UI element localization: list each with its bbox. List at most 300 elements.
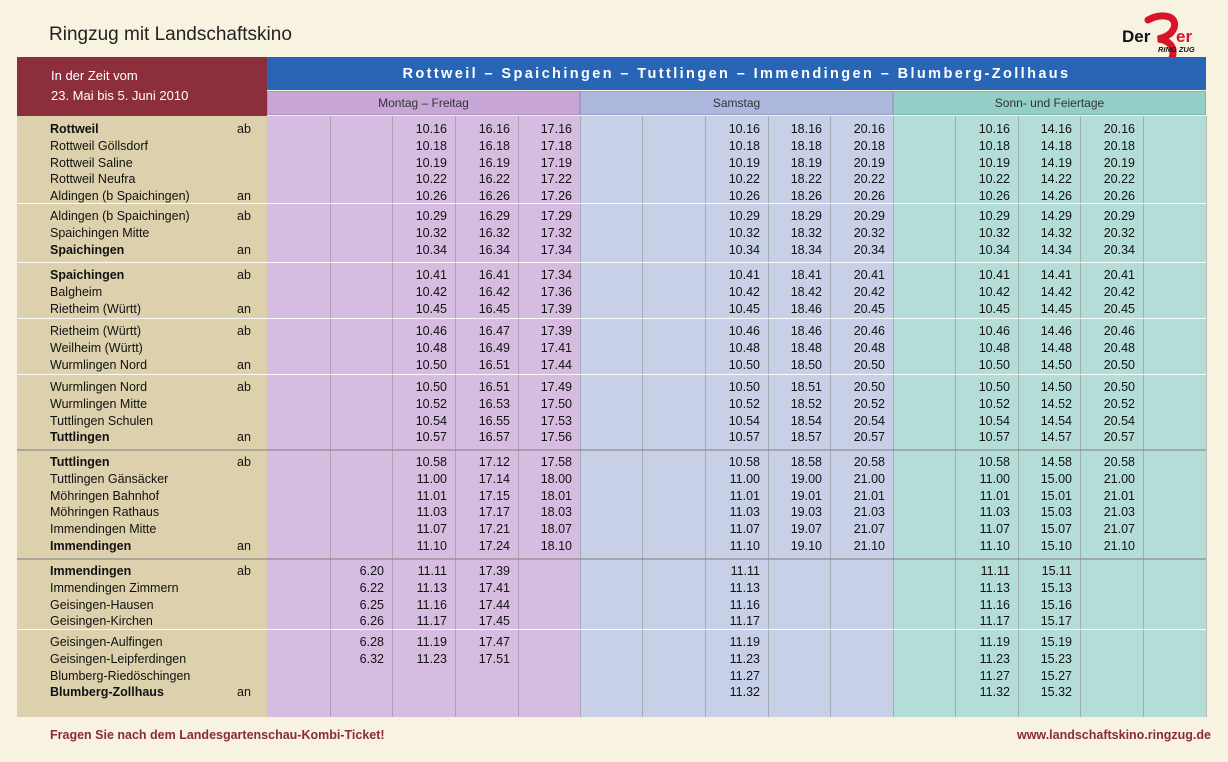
departure-time: 21.03	[1103, 505, 1135, 520]
departure-time: 17.34	[540, 268, 572, 282]
departure-time: 11.17	[416, 614, 447, 629]
departure-time: 18.00	[540, 471, 572, 486]
departure-time: 14.22	[1040, 172, 1072, 187]
departure-time: 20.54	[1103, 413, 1135, 428]
period-box	[17, 57, 267, 117]
departure-time: 17.14	[478, 471, 510, 486]
departure-time: 20.50	[1103, 380, 1135, 394]
departure-time: 10.41	[728, 268, 760, 282]
departure-time: 11.01	[979, 488, 1010, 503]
arrival-departure-mark: an	[237, 539, 251, 553]
departure-time: 16.47	[478, 324, 510, 338]
departure-time: 11.07	[416, 522, 447, 537]
departure-time: 16.55	[478, 413, 510, 428]
departure-time: 18.22	[790, 172, 822, 187]
day-group-header: Montag – Freitag	[267, 91, 580, 115]
departure-time: 10.58	[728, 455, 760, 469]
departure-time: 20.22	[853, 172, 885, 187]
departure-time: 18.50	[790, 357, 822, 372]
departure-time: 11.23	[416, 651, 447, 666]
departure-time: 10.50	[415, 380, 447, 394]
departure-time: 10.19	[978, 155, 1010, 170]
departure-time: 11.11	[730, 564, 760, 578]
departure-time: 16.41	[478, 268, 510, 282]
arrival-departure-mark: an	[237, 685, 251, 700]
departure-time: 11.01	[729, 488, 760, 503]
departure-time: 6.32	[359, 651, 384, 666]
departure-time: 21.01	[853, 488, 885, 503]
departure-time: 11.19	[416, 635, 447, 649]
departure-time: 17.22	[540, 172, 572, 187]
departure-time: 10.18	[415, 138, 447, 153]
station-name: Immendingen Zimmern	[50, 580, 179, 595]
departure-time: 20.18	[853, 138, 885, 153]
departure-time: 14.32	[1040, 225, 1072, 240]
departure-time: 11.00	[416, 471, 447, 486]
departure-time: 10.52	[415, 396, 447, 411]
departure-time: 20.41	[1103, 268, 1135, 282]
departure-time: 10.26	[978, 189, 1010, 204]
departure-time: 11.13	[729, 580, 760, 595]
departure-time: 15.23	[1040, 651, 1072, 666]
departure-time: 18.26	[790, 189, 822, 204]
departure-time: 18.58	[790, 455, 822, 469]
departure-time: 16.19	[478, 155, 510, 170]
departure-time: 10.41	[415, 268, 447, 282]
departure-time: 20.16	[853, 122, 885, 136]
column-divider	[1143, 116, 1144, 717]
row-separator	[17, 262, 1206, 263]
departure-time: 16.16	[478, 122, 510, 136]
departure-time: 11.13	[416, 580, 447, 595]
column-divider	[1206, 116, 1207, 717]
departure-time: 14.48	[1040, 340, 1072, 355]
departure-time: 20.57	[1103, 430, 1135, 445]
departure-time: 20.45	[1103, 301, 1135, 316]
departure-time: 10.32	[728, 225, 760, 240]
departure-time: 11.27	[729, 668, 760, 683]
departure-time: 17.41	[478, 580, 510, 595]
departure-time: 10.34	[978, 242, 1010, 257]
departure-time: 10.54	[978, 413, 1010, 428]
column-divider	[893, 116, 894, 717]
departure-time: 10.19	[415, 155, 447, 170]
departure-time: 21.03	[853, 505, 885, 520]
departure-time: 15.03	[1040, 505, 1072, 520]
departure-time: 20.32	[1103, 225, 1135, 240]
departure-time: 17.56	[540, 430, 572, 445]
departure-time: 6.22	[359, 580, 384, 595]
departure-time: 20.19	[853, 155, 885, 170]
departure-time: 10.45	[728, 301, 760, 316]
station-name: Immendingen	[50, 539, 132, 553]
departure-time: 10.50	[978, 380, 1010, 394]
departure-time: 18.52	[790, 396, 822, 411]
departure-time: 16.22	[478, 172, 510, 187]
station-name: Immendingen	[50, 564, 132, 578]
departure-time: 20.58	[1103, 455, 1135, 469]
departure-time: 20.16	[1103, 122, 1135, 136]
arrival-departure-mark: ab	[237, 380, 251, 394]
departure-time: 19.00	[790, 471, 822, 486]
departure-time: 20.52	[1103, 396, 1135, 411]
station-name: Möhringen Rathaus	[50, 505, 160, 520]
arrival-departure-mark: an	[237, 301, 251, 316]
station-name: Immendingen Mitte	[50, 522, 157, 537]
station-name: Wurmlingen Nord	[50, 357, 148, 372]
row-separator	[17, 558, 1206, 560]
departure-time: 11.23	[729, 651, 760, 666]
footer-url: www.landschaftskino.ringzug.de	[1016, 728, 1211, 742]
departure-time: 21.01	[1103, 488, 1135, 503]
departure-time: 20.41	[853, 268, 885, 282]
departure-time: 18.42	[790, 284, 822, 299]
station-name: Tuttlingen	[50, 455, 110, 469]
departure-time: 18.19	[790, 155, 822, 170]
departure-time: 11.11	[417, 564, 447, 578]
departure-time: 18.18	[790, 138, 822, 153]
logo-text-er: er	[1176, 27, 1193, 46]
station-name: Geisingen-Hausen	[50, 597, 154, 612]
departure-time: 17.39	[478, 564, 510, 578]
departure-time: 17.45	[478, 614, 510, 629]
departure-time: 20.42	[853, 284, 885, 299]
arrival-departure-mark: an	[237, 242, 251, 257]
departure-time: 17.39	[540, 301, 572, 316]
station-name: Blumberg-Zollhaus	[50, 685, 164, 700]
departure-time: 14.26	[1040, 189, 1072, 204]
departure-time: 14.54	[1040, 413, 1072, 428]
departure-time: 17.29	[540, 209, 572, 223]
departure-time: 11.32	[979, 685, 1010, 700]
departure-time: 17.44	[540, 357, 572, 372]
departure-time: 17.32	[540, 225, 572, 240]
station-name: Balgheim	[50, 284, 103, 299]
departure-time: 15.19	[1040, 635, 1072, 649]
departure-time: 10.18	[978, 138, 1010, 153]
departure-time: 16.51	[478, 357, 510, 372]
departure-time: 11.16	[416, 597, 447, 612]
departure-time: 10.52	[728, 396, 760, 411]
departure-time: 10.32	[978, 225, 1010, 240]
departure-time: 18.34	[790, 242, 822, 257]
departure-time: 11.07	[729, 522, 760, 537]
departure-time: 18.10	[540, 539, 572, 553]
period-line-1: In der Zeit vom	[51, 68, 138, 83]
departure-time: 14.57	[1040, 430, 1072, 445]
departure-time: 10.45	[978, 301, 1010, 316]
departure-time: 20.54	[853, 413, 885, 428]
departure-time: 20.26	[1103, 189, 1135, 204]
departure-time: 10.26	[415, 189, 447, 204]
departure-time: 11.01	[416, 488, 447, 503]
departure-time: 20.34	[853, 242, 885, 257]
departure-time: 10.50	[728, 380, 760, 394]
departure-time: 16.42	[478, 284, 510, 299]
departure-time: 20.50	[1103, 357, 1135, 372]
arrival-departure-mark: an	[237, 357, 251, 372]
departure-time: 17.39	[540, 324, 572, 338]
departure-time: 21.10	[1103, 539, 1135, 553]
departure-time: 16.53	[478, 396, 510, 411]
arrival-departure-mark: an	[237, 430, 251, 445]
departure-time: 18.51	[790, 380, 822, 394]
arrival-departure-mark: ab	[237, 268, 251, 282]
departure-time: 15.17	[1040, 614, 1072, 629]
departure-time: 10.48	[728, 340, 760, 355]
departure-time: 16.18	[478, 138, 510, 153]
departure-time: 20.18	[1103, 138, 1135, 153]
departure-time: 10.54	[415, 413, 447, 428]
departure-time: 10.52	[978, 396, 1010, 411]
departure-time: 11.32	[729, 685, 760, 700]
departure-time: 19.10	[790, 539, 822, 553]
arrival-departure-mark: an	[237, 189, 251, 204]
departure-time: 14.42	[1040, 284, 1072, 299]
departure-time: 20.45	[853, 301, 885, 316]
departure-time: 20.34	[1103, 242, 1135, 257]
departure-time: 15.00	[1040, 471, 1072, 486]
departure-time: 11.03	[729, 505, 760, 520]
departure-time: 16.49	[478, 340, 510, 355]
departure-time: 19.07	[790, 522, 822, 537]
departure-time: 18.54	[790, 413, 822, 428]
station-name: Tuttlingen Schulen	[50, 413, 154, 428]
station-name: Rottweil Neufra	[50, 172, 136, 187]
departure-time: 11.19	[979, 635, 1010, 649]
arrival-departure-mark: ab	[237, 324, 251, 338]
departure-time: 10.58	[978, 455, 1010, 469]
station-name: Rietheim (Württ)	[50, 301, 141, 316]
day-group-header: Samstag	[580, 91, 893, 115]
departure-time: 17.34	[540, 242, 572, 257]
departure-time: 16.51	[478, 380, 510, 394]
departure-time: 20.48	[1103, 340, 1135, 355]
departure-time: 17.26	[540, 189, 572, 204]
page-title: Ringzug mit Landschaftskino	[49, 24, 292, 45]
departure-time: 10.29	[728, 209, 760, 223]
departure-time: 21.00	[853, 471, 885, 486]
departure-time: 18.46	[790, 324, 822, 338]
departure-time: 18.03	[540, 505, 572, 520]
departure-time: 15.07	[1040, 522, 1072, 537]
arrival-departure-mark: ab	[237, 455, 251, 469]
departure-time: 11.27	[979, 668, 1010, 683]
departure-time: 20.29	[1103, 209, 1135, 223]
departure-time: 16.45	[478, 301, 510, 316]
station-name: Rottweil	[50, 122, 99, 136]
station-name: Tuttlingen Gänsäcker	[50, 471, 169, 486]
departure-time: 11.10	[729, 539, 760, 553]
departure-time: 16.57	[478, 430, 510, 445]
departure-time: 20.26	[853, 189, 885, 204]
departure-time: 20.52	[853, 396, 885, 411]
station-name: Möhringen Bahnhof	[50, 488, 160, 503]
row-separator	[17, 629, 1206, 630]
departure-time: 17.18	[540, 138, 572, 153]
departure-time: 17.15	[478, 488, 510, 503]
departure-time: 21.10	[853, 539, 885, 553]
departure-time: 19.01	[790, 488, 822, 503]
departure-time: 17.49	[540, 380, 572, 394]
departure-time: 11.11	[980, 564, 1010, 578]
departure-time: 10.58	[415, 455, 447, 469]
departure-time: 14.18	[1040, 138, 1072, 153]
departure-time: 17.12	[478, 455, 510, 469]
departure-time: 18.07	[540, 522, 572, 537]
station-name: Weilheim (Württ)	[50, 340, 143, 355]
station-name: Wurmlingen Mitte	[50, 396, 148, 411]
station-name: Rietheim (Württ)	[50, 324, 141, 338]
departure-time: 10.46	[728, 324, 760, 338]
departure-time: 15.27	[1040, 668, 1072, 683]
column-divider	[580, 116, 581, 717]
departure-time: 10.42	[978, 284, 1010, 299]
departure-time: 15.13	[1040, 580, 1072, 595]
station-name: Spaichingen	[50, 242, 125, 257]
departure-time: 10.42	[415, 284, 447, 299]
departure-time: 10.18	[728, 138, 760, 153]
departure-time: 10.22	[978, 172, 1010, 187]
departure-time: 17.16	[540, 122, 572, 136]
departure-time: 20.58	[853, 455, 885, 469]
station-name: Geisingen-Leipferdingen	[50, 651, 187, 666]
period-line-2: 23. Mai bis 5. Juni 2010	[51, 88, 189, 103]
departure-time: 17.53	[540, 413, 572, 428]
departure-time: 10.57	[978, 430, 1010, 445]
departure-time: 20.48	[853, 340, 885, 355]
logo-text-der: Der	[1122, 27, 1151, 46]
route-header: Rottweil – Spaichingen – Tuttlingen – Immendingen – Blumberg-Zollhaus	[267, 57, 1206, 90]
departure-time: 10.22	[415, 172, 447, 187]
departure-time: 18.29	[790, 209, 822, 223]
departure-time: 14.52	[1040, 396, 1072, 411]
departure-time: 15.01	[1040, 488, 1072, 503]
departure-time: 17.41	[540, 340, 572, 355]
departure-time: 10.34	[415, 242, 447, 257]
departure-time: 17.36	[540, 284, 572, 299]
station-name: Aldingen (b Spaichingen)	[50, 189, 190, 204]
departure-time: 11.13	[979, 580, 1010, 595]
departure-time: 16.29	[478, 209, 510, 223]
departure-time: 14.46	[1040, 324, 1072, 338]
departure-time: 10.16	[728, 122, 760, 136]
station-name: Wurmlingen Nord	[50, 380, 148, 394]
departure-time: 20.29	[853, 209, 885, 223]
departure-time: 10.29	[978, 209, 1010, 223]
departure-time: 10.34	[728, 242, 760, 257]
departure-time: 11.00	[979, 471, 1010, 486]
departure-time: 21.07	[853, 522, 885, 537]
station-name: Spaichingen	[50, 268, 125, 282]
station-name: Spaichingen Mitte	[50, 225, 150, 240]
departure-time: 17.51	[478, 651, 510, 666]
departure-time: 20.46	[1103, 324, 1135, 338]
departure-time: 20.32	[853, 225, 885, 240]
departure-time: 17.58	[540, 455, 572, 469]
departure-time: 21.00	[1103, 471, 1135, 486]
departure-time: 17.17	[478, 505, 510, 520]
departure-time: 15.32	[1040, 685, 1072, 700]
departure-time: 20.42	[1103, 284, 1135, 299]
departure-time: 17.50	[540, 396, 572, 411]
departure-time: 18.57	[790, 430, 822, 445]
departure-time: 16.26	[478, 189, 510, 204]
station-name: Rottweil Saline	[50, 155, 133, 170]
departure-time: 11.23	[979, 651, 1010, 666]
departure-time: 20.57	[853, 430, 885, 445]
station-name: Tuttlingen	[50, 430, 110, 445]
departure-time: 6.26	[359, 614, 384, 629]
departure-time: 11.07	[979, 522, 1010, 537]
departure-time: 10.41	[978, 268, 1010, 282]
departure-time: 14.34	[1040, 242, 1072, 257]
departure-time: 17.24	[478, 539, 510, 553]
departure-time: 18.16	[790, 122, 822, 136]
departure-time: 11.17	[979, 614, 1010, 629]
departure-time: 17.47	[478, 635, 510, 649]
departure-time: 6.28	[359, 635, 384, 649]
departure-time: 20.19	[1103, 155, 1135, 170]
departure-time: 10.16	[978, 122, 1010, 136]
footer-promo: Fragen Sie nach dem Landesgartenschau-Kombi-Ticket!	[50, 728, 385, 742]
departure-time: 18.46	[790, 301, 822, 316]
departure-time: 18.01	[540, 488, 572, 503]
departure-time: 10.16	[415, 122, 447, 136]
row-separator	[17, 449, 1206, 451]
departure-time: 10.46	[415, 324, 447, 338]
departure-time: 10.50	[415, 357, 447, 372]
departure-time: 14.29	[1040, 209, 1072, 223]
departure-time: 10.48	[415, 340, 447, 355]
departure-time: 11.16	[979, 597, 1010, 612]
departure-time: 19.03	[790, 505, 822, 520]
departure-time: 14.50	[1040, 357, 1072, 372]
departure-time: 15.16	[1040, 597, 1072, 612]
row-separator	[17, 318, 1206, 319]
departure-time: 14.58	[1040, 455, 1072, 469]
departure-time: 18.48	[790, 340, 822, 355]
departure-time: 11.16	[729, 597, 760, 612]
day-group-header: Sonn- und Feiertage	[893, 91, 1206, 115]
departure-time: 16.34	[478, 242, 510, 257]
departure-time: 11.00	[729, 471, 760, 486]
departure-time: 11.03	[979, 505, 1010, 520]
departure-time: 10.26	[728, 189, 760, 204]
station-name: Aldingen (b Spaichingen)	[50, 209, 190, 223]
departure-time: 6.25	[359, 597, 384, 612]
departure-time: 14.16	[1040, 122, 1072, 136]
row-separator	[17, 374, 1206, 375]
arrival-departure-mark: ab	[237, 564, 251, 578]
arrival-departure-mark: ab	[237, 122, 251, 136]
departure-time: 10.22	[728, 172, 760, 187]
departure-time: 11.03	[416, 505, 447, 520]
departure-time: 17.44	[478, 597, 510, 612]
departure-time: 20.50	[853, 380, 885, 394]
departure-time: 11.10	[416, 539, 447, 553]
departure-time: 10.50	[728, 357, 760, 372]
departure-time: 10.42	[728, 284, 760, 299]
departure-time: 10.48	[978, 340, 1010, 355]
departure-time: 10.46	[978, 324, 1010, 338]
departure-time: 21.07	[1103, 522, 1135, 537]
departure-time: 14.45	[1040, 301, 1072, 316]
departure-time: 18.32	[790, 225, 822, 240]
departure-time: 14.50	[1040, 380, 1072, 394]
departure-time: 6.20	[359, 564, 384, 578]
departure-time: 14.19	[1040, 155, 1072, 170]
